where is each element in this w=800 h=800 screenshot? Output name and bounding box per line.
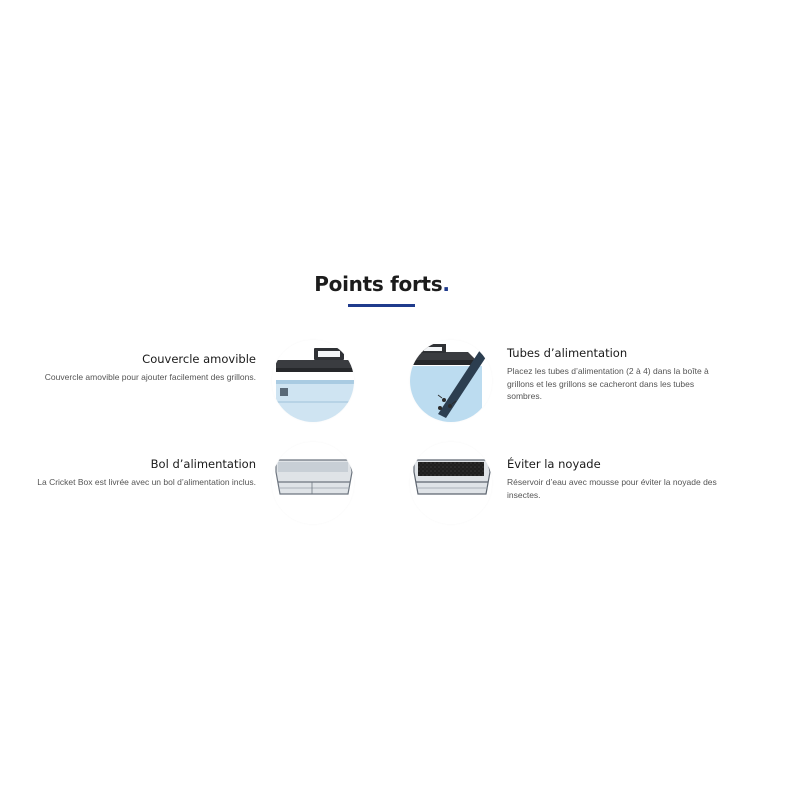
feature-heading: Couvercle amovible	[142, 352, 256, 366]
title-underline	[348, 304, 415, 307]
feature-feeding-bowl	[36, 457, 256, 489]
removable-lid-image	[272, 340, 354, 422]
section-title-text: Points forts	[314, 272, 443, 296]
feature-heading: Bol d’alimentation	[150, 457, 256, 471]
feeding-tubes-image	[410, 340, 492, 422]
feature-heading: Tubes d’alimentation	[507, 346, 628, 360]
feature-description: La Cricket Box est livrée avec un bol d’alimentation inclus.	[37, 477, 256, 487]
feature-removable-lid	[36, 352, 256, 384]
feature-feeding-tubes	[507, 346, 727, 403]
feature-description: Couvercle amovible pour ajouter facilement des grillons.	[44, 372, 256, 382]
section-title	[0, 272, 764, 296]
feature-avoid-drowning	[507, 457, 727, 501]
feature-heading: Éviter la noyade	[507, 457, 601, 471]
feeding-bowl-image	[272, 442, 354, 524]
water-reservoir-image	[410, 442, 492, 524]
feature-description: Réservoir d’eau avec mousse pour éviter la noyade des insectes.	[507, 477, 717, 500]
feature-description: Placez les tubes d’alimentation (2 à 4) dans la boîte à grillons et les grillons se cacheront dans les tubes sombres.	[507, 366, 709, 401]
section-title-dot: .	[442, 272, 450, 296]
